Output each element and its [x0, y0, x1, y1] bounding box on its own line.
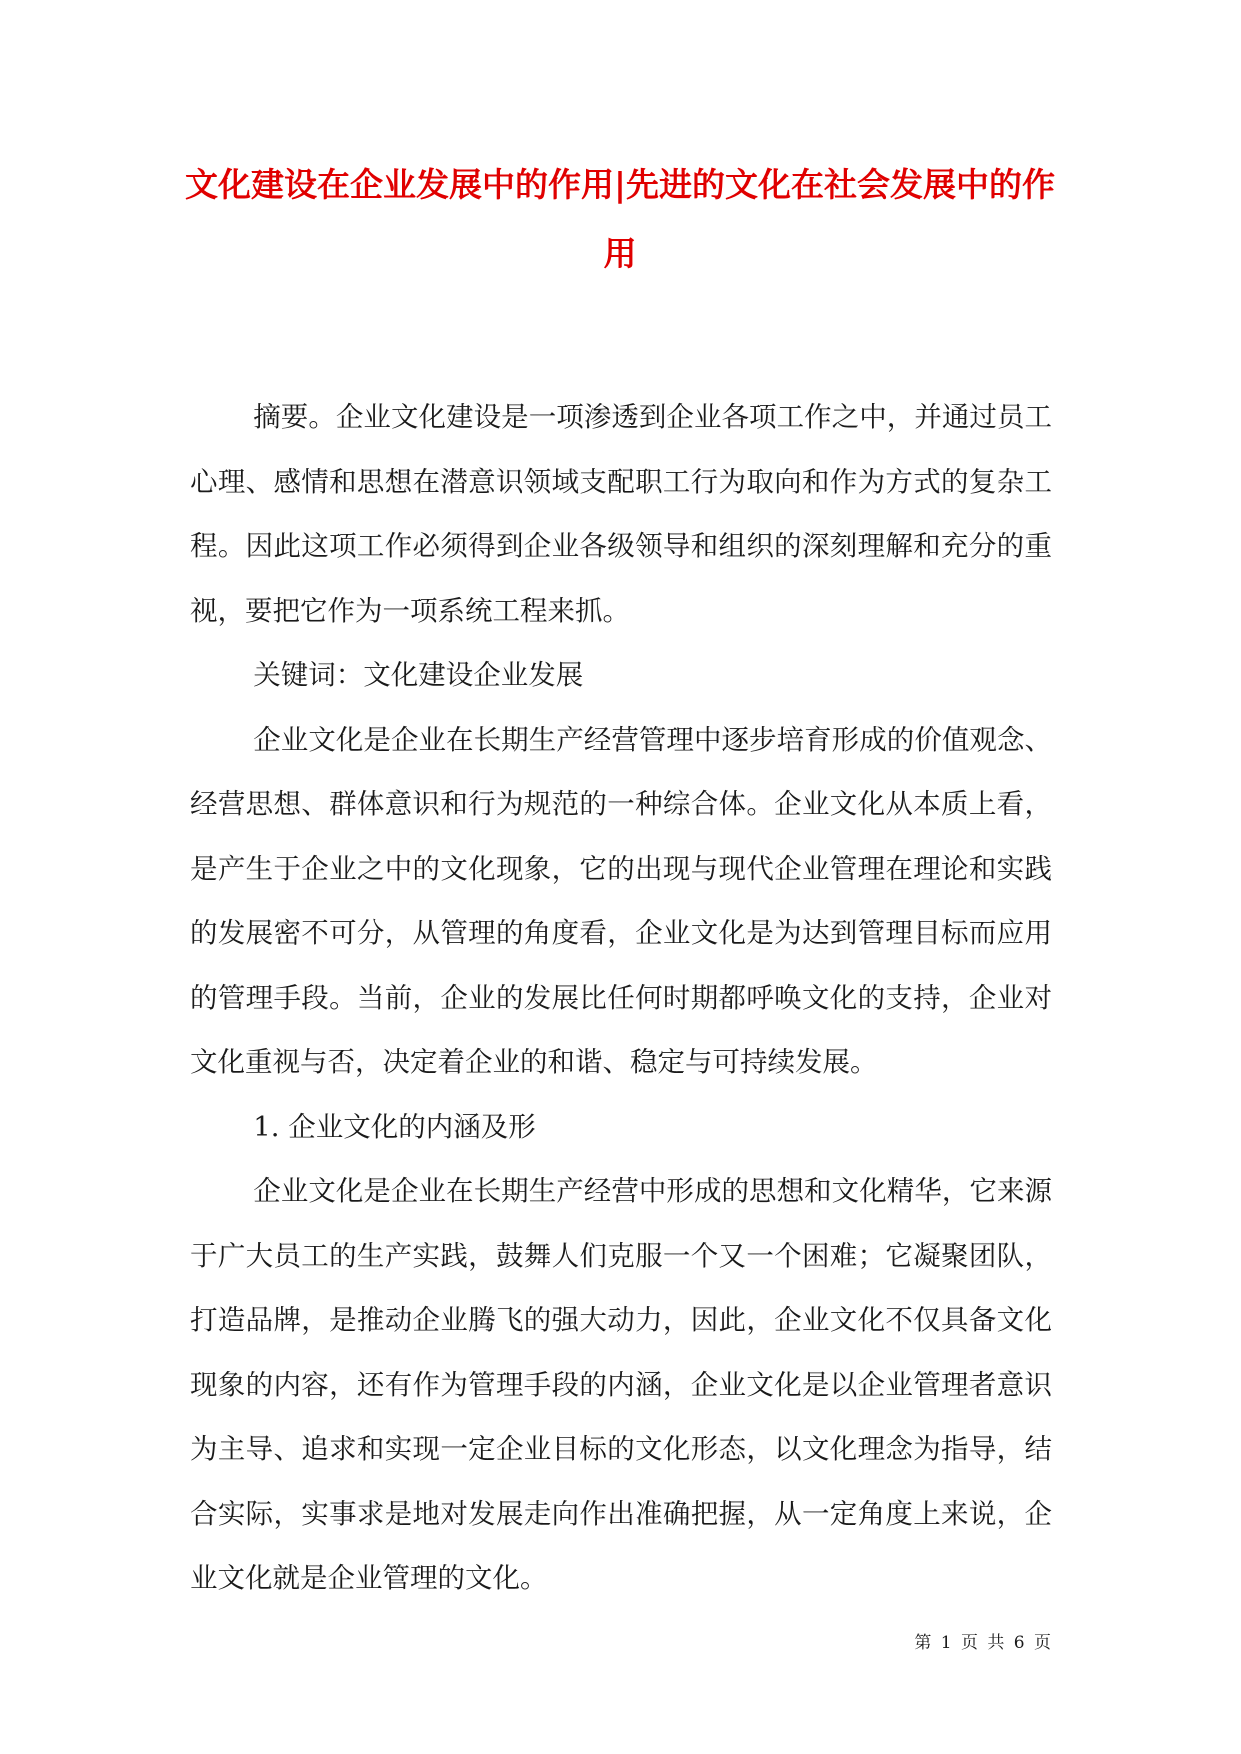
page-footer: 第 1 页 共 6 页 — [914, 1633, 1053, 1653]
keywords-paragraph: 关键词：文化建设企业发展 — [253, 659, 584, 691]
body-paragraph: 企业文化是企业在长期生产经营管理中逐步培育形成的价值观念、经营思想、群体意识和行为规范的一种综合体。企业文化从本质上看，是产生于企业之中的文化现象，它的出现与现代企业管理在理论和实践的发展密不可分，从管理的角度看，企业文化是为达到管理目标而应用的管理手段。当前，企业的发展比任何时期都呼唤文化的支持，企业对文化重视与否，决定着企业的和谐、稳定与可持续发展。 — [190, 723, 1052, 1078]
abstract-paragraph: 摘要。企业文化建设是一项渗透到企业各项工作之中，并通过员工心理、感情和思想在潜意识领域支配职工行为取向和作为方式的复杂工程。因此这项工作必须得到企业各级领导和组织的深刻理解和充分的重视，要把它作为一项系统工程来抓。 — [190, 401, 1052, 627]
document-title: 文化建设在企业发展中的作用|先进的文化在社会发展中的作用 — [184, 165, 1055, 273]
body-paragraph: 企业文化是企业在长期生产经营中形成的思想和文化精华，它来源于广大员工的生产实践，鼓舞人们克服一个又一个困难；它凝聚团队，打造品牌，是推动企业腾飞的强大动力，因此，企业文化不仅具备文化现象的内容，还有作为管理手段的内涵，企业文化是以企业管理者意识为主导、追求和实现一定企业目标的文化形态，以文化理念为指导，结合实际，实事求是地对发展走向作出准确把握，从一定角度上来说，企业文化就是企业管理的文化。 — [190, 1175, 1052, 1594]
section-heading: 1. 企业文化的内涵及形 — [253, 1110, 536, 1143]
document-body — [190, 385, 1052, 1611]
